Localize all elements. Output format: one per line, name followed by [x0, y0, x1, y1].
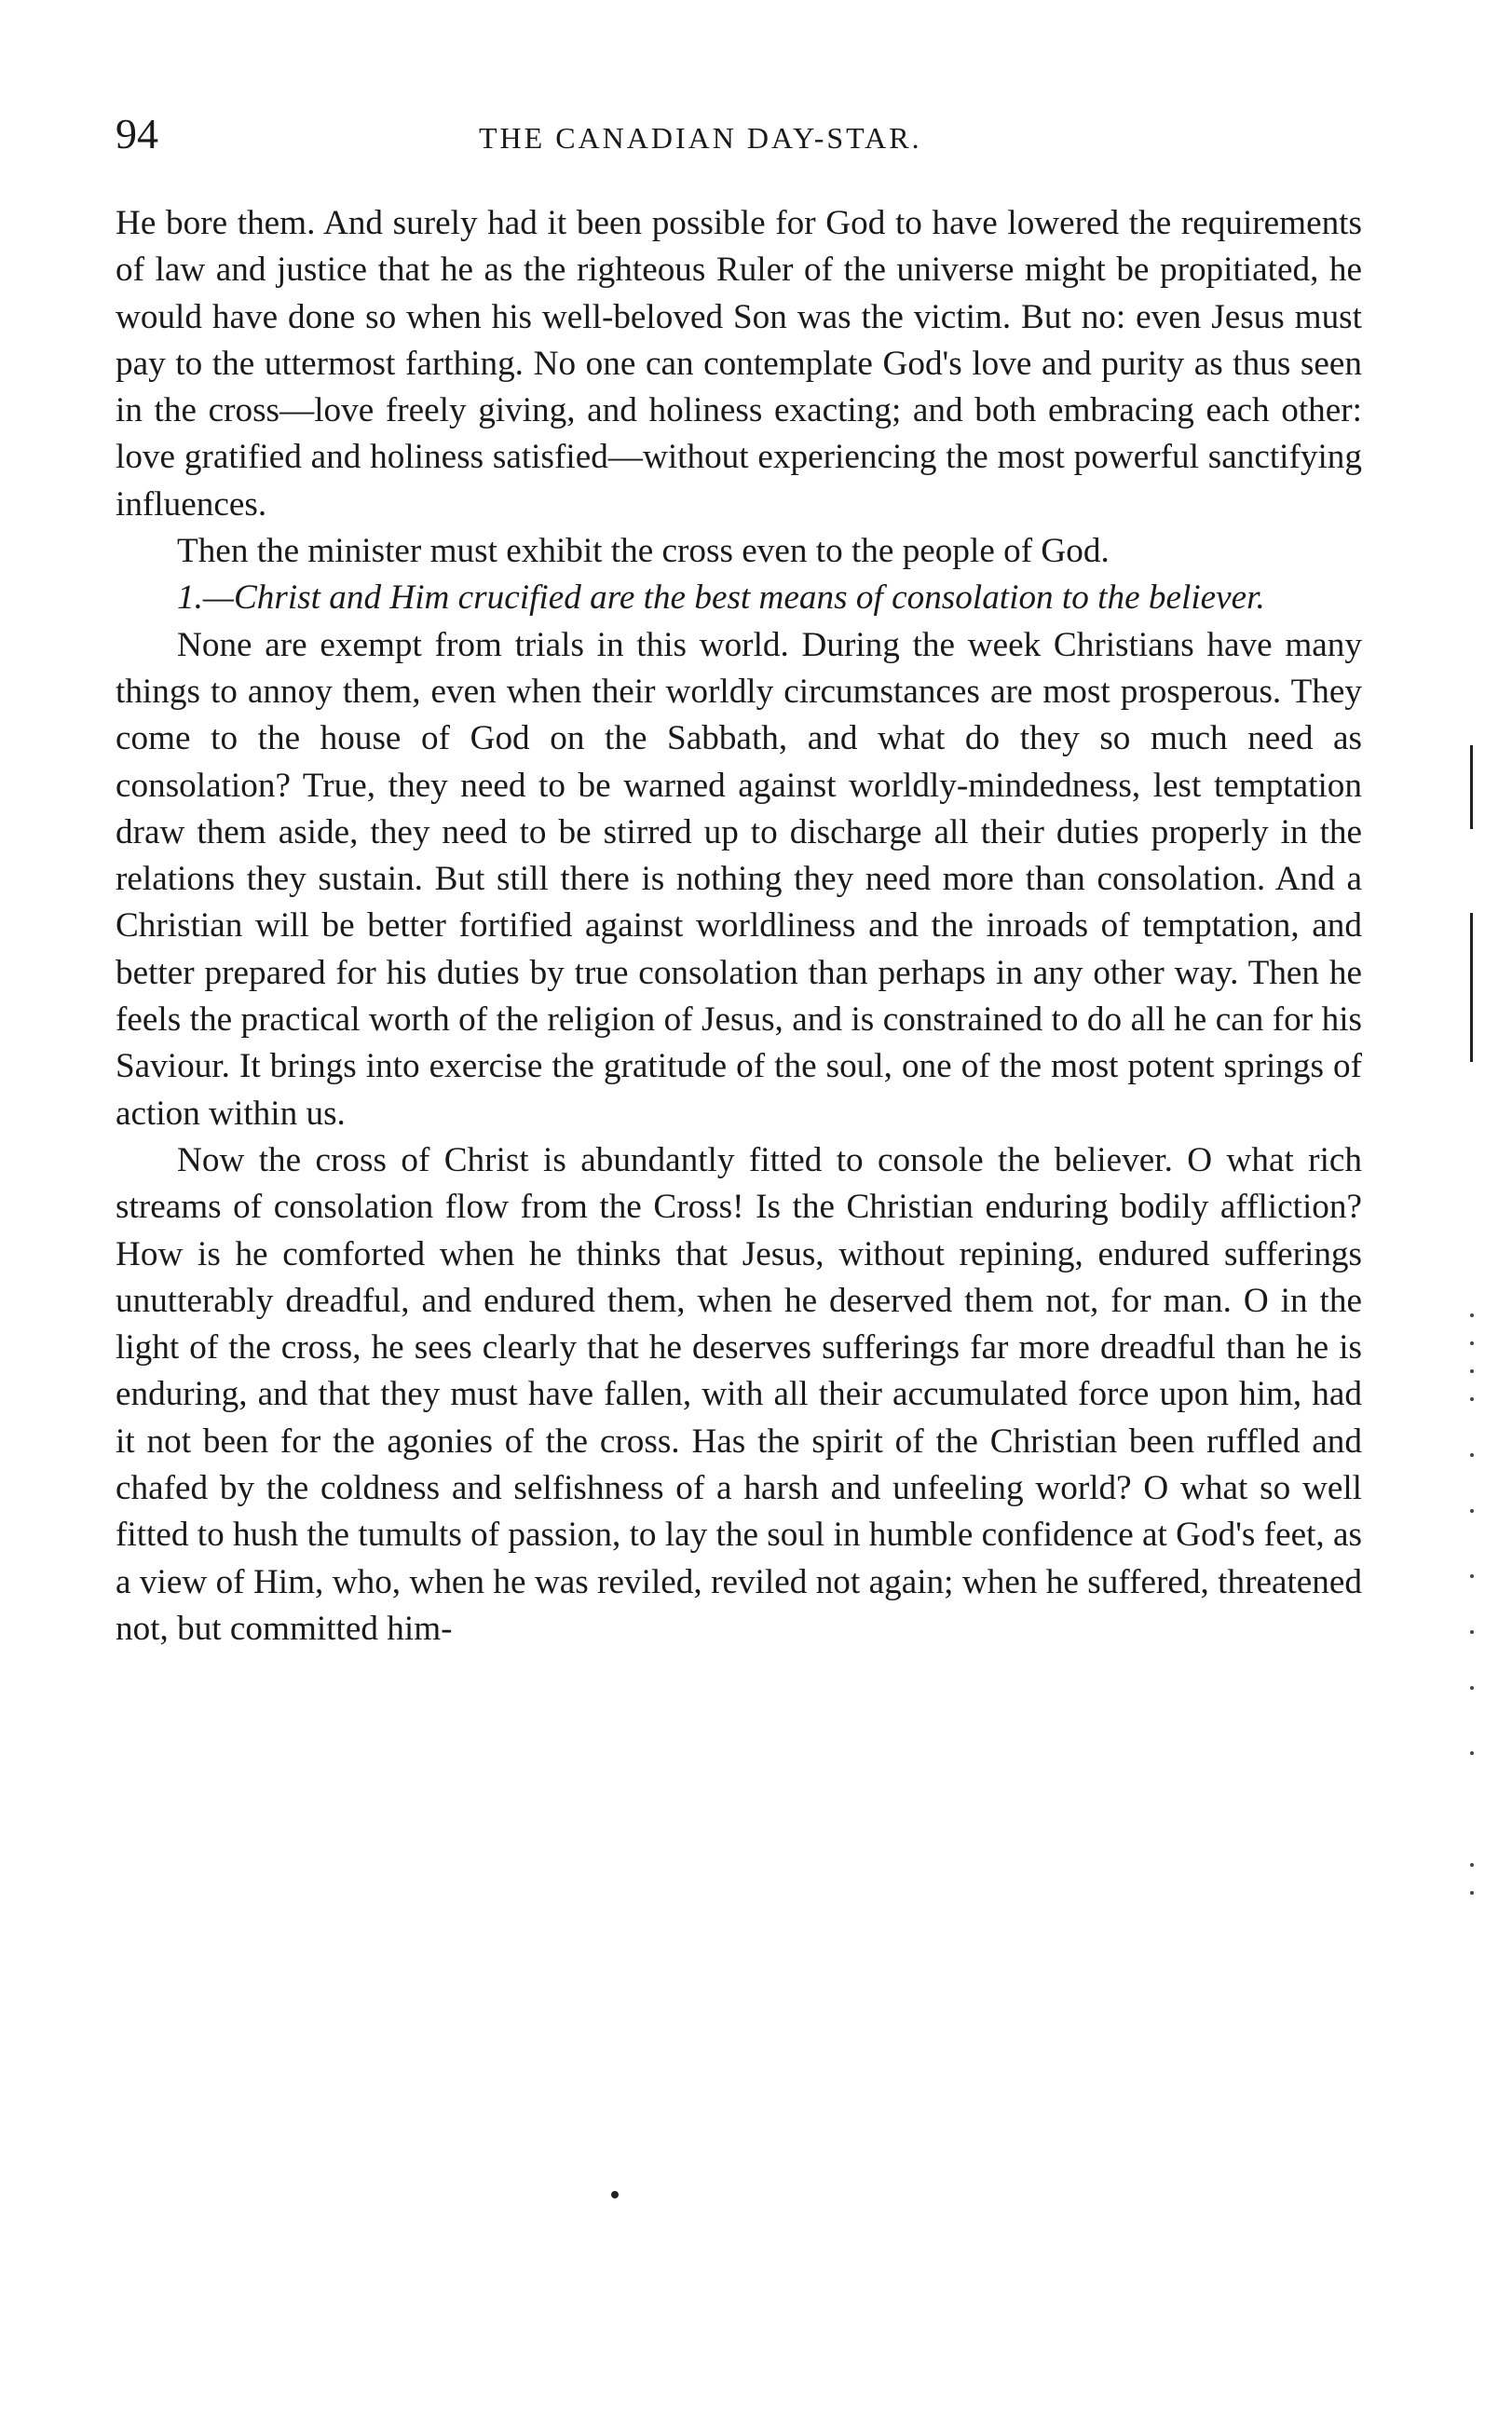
paragraph-4: Now the cross of Christ is abundantly fitted to console the believer. O what rich streams of consolation flow from the Cross! Is the Christian enduring bodily affliction? How is he comforted when he thinks that Jesus, without repining, endured sufferings unutterably dreadful, and endured them, when he deserved them not, for man. O in the light of the cross, he sees clearly that he deserves sufferings far more dreadful than he is enduring, and that they must have fallen, with all their accumulated force upon him, had it not been for the agonies of the cross. Has the spirit of the Christian been ruffled and chafed by the coldness and selfishness of a harsh and unfeeling world? O what so well fitted to hush the tumults of passion, to lay the soul in humble confidence at God's feet, as a view of Him, who, when he was reviled, reviled not again; when he suffered, threatened not, but committed him- — [116, 1140, 1362, 1648]
margin-dot — [1470, 1509, 1474, 1513]
margin-mark — [1470, 913, 1473, 1062]
paragraph-1: He bore them. And surely had it been possible for God to have lowered the requirements of law and justice that he as the righteous Ruler of the universe might be propitiated, he would have done so when his well-beloved Son was the victim. But no: even Jesus must pay to the uttermost farthing. No one can contemplate God's love and purity as thus seen in the cross—love freely giving, and holiness exacting; and both embracing each other: love gratified and holiness satisfied—without experiencing the most powerful sanctifying influences. — [116, 204, 1362, 524]
section-heading: 1.—Christ and Him crucified are the best means of consolation to the believer. — [177, 578, 1265, 618]
page-number: 94 — [116, 110, 158, 157]
margin-dot — [1470, 1313, 1474, 1317]
margin-dot — [1470, 1574, 1474, 1578]
page-header — [116, 110, 1364, 166]
margin-dot — [1470, 1397, 1474, 1401]
body-text — [116, 200, 1362, 1653]
margin-mark — [1470, 745, 1473, 829]
margin-dot — [1470, 1686, 1474, 1690]
margin-dot — [1470, 1751, 1474, 1755]
margin-dot — [1470, 1341, 1474, 1345]
margin-scan-marks — [1463, 745, 1481, 2422]
running-head: THE CANADIAN DAY-STAR. — [479, 121, 922, 155]
margin-dot — [1470, 1369, 1474, 1373]
paragraph-2: Then the minister must exhibit the cross even to the people of God. — [177, 532, 1110, 571]
bottom-dot — [611, 2191, 619, 2198]
margin-dot — [1470, 1453, 1474, 1457]
margin-dot — [1470, 1863, 1474, 1867]
margin-dot — [1470, 1891, 1474, 1895]
margin-dot — [1470, 1630, 1474, 1634]
paragraph-3: None are exempt from trials in this world. During the week Christians have many things to annoy them, even when their worldly circumstances are most prosperous. They come to the house of God on the Sabbath, and what do they so much need as consolation? True, they need to be warned against worldly-mindedness, lest temptation draw them aside, they need to be stirred up to discharge all their duties properly in the relations they sustain. But still there is nothing they need more than consolation. And a Christian will be better fortified against worldliness and the inroads of temptation, and better prepared for his duties by true consolation than perhaps in any other way. Then he feels the practical worth of the religion of Jesus, and is constrained to do all he can for his Saviour. It brings into exercise the gratitude of the soul, one of the most potent springs of action within us. — [116, 625, 1362, 1133]
